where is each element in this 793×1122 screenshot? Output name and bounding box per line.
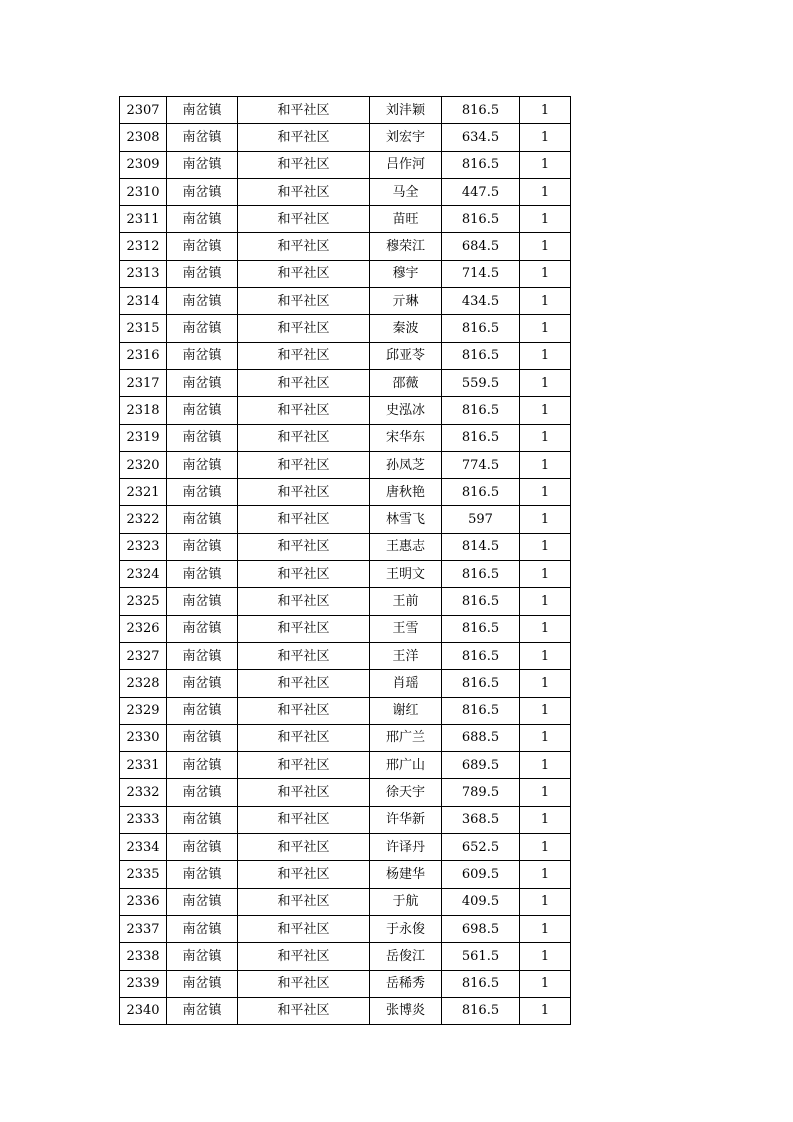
town-cell: 南岔镇	[167, 561, 238, 588]
name-cell: 林雪飞	[370, 506, 442, 533]
amount-cell: 609.5	[442, 861, 520, 888]
table-row	[120, 233, 571, 260]
table-row	[120, 315, 571, 342]
amount-cell: 816.5	[442, 970, 520, 997]
amount-cell: 688.5	[442, 724, 520, 751]
table-row	[120, 834, 571, 861]
amount-cell: 816.5	[442, 397, 520, 424]
community-cell: 和平社区	[238, 206, 370, 233]
town-cell: 南岔镇	[167, 779, 238, 806]
community-cell: 和平社区	[238, 752, 370, 779]
town-cell: 南岔镇	[167, 943, 238, 970]
town-cell: 南岔镇	[167, 206, 238, 233]
count-cell: 1	[520, 588, 571, 615]
community-cell: 和平社区	[238, 178, 370, 205]
community-cell: 和平社区	[238, 260, 370, 287]
community-cell: 和平社区	[238, 697, 370, 724]
name-cell: 张博炎	[370, 997, 442, 1024]
row-number-cell: 2309	[120, 151, 167, 178]
town-cell: 南岔镇	[167, 178, 238, 205]
amount-cell: 689.5	[442, 752, 520, 779]
count-cell: 1	[520, 752, 571, 779]
amount-cell: 634.5	[442, 124, 520, 151]
community-cell: 和平社区	[238, 451, 370, 478]
name-cell: 穆荣江	[370, 233, 442, 260]
town-cell: 南岔镇	[167, 697, 238, 724]
row-number-cell: 2333	[120, 806, 167, 833]
table-row	[120, 588, 571, 615]
amount-cell: 698.5	[442, 915, 520, 942]
table-row	[120, 479, 571, 506]
name-cell: 穆宇	[370, 260, 442, 287]
row-number-cell: 2314	[120, 288, 167, 315]
count-cell: 1	[520, 97, 571, 124]
row-number-cell: 2324	[120, 561, 167, 588]
community-cell: 和平社区	[238, 151, 370, 178]
table-row	[120, 424, 571, 451]
count-cell: 1	[520, 424, 571, 451]
table-row	[120, 342, 571, 369]
count-cell: 1	[520, 997, 571, 1024]
table-row	[120, 533, 571, 560]
name-cell: 亓琳	[370, 288, 442, 315]
row-number-cell: 2308	[120, 124, 167, 151]
name-cell: 唐秋艳	[370, 479, 442, 506]
row-number-cell: 2338	[120, 943, 167, 970]
row-number-cell: 2334	[120, 834, 167, 861]
table-row	[120, 943, 571, 970]
table-row	[120, 642, 571, 669]
amount-cell: 774.5	[442, 451, 520, 478]
table-row	[120, 697, 571, 724]
row-number-cell: 2311	[120, 206, 167, 233]
count-cell: 1	[520, 260, 571, 287]
count-cell: 1	[520, 479, 571, 506]
community-cell: 和平社区	[238, 342, 370, 369]
count-cell: 1	[520, 533, 571, 560]
town-cell: 南岔镇	[167, 424, 238, 451]
amount-cell: 816.5	[442, 97, 520, 124]
name-cell: 谢红	[370, 697, 442, 724]
town-cell: 南岔镇	[167, 288, 238, 315]
count-cell: 1	[520, 834, 571, 861]
table-body	[120, 97, 571, 1025]
row-number-cell: 2329	[120, 697, 167, 724]
amount-cell: 816.5	[442, 670, 520, 697]
community-cell: 和平社区	[238, 642, 370, 669]
count-cell: 1	[520, 233, 571, 260]
community-cell: 和平社区	[238, 561, 370, 588]
table-row	[120, 97, 571, 124]
row-number-cell: 2317	[120, 369, 167, 396]
name-cell: 刘宏宇	[370, 124, 442, 151]
row-number-cell: 2327	[120, 642, 167, 669]
name-cell: 王明文	[370, 561, 442, 588]
count-cell: 1	[520, 206, 571, 233]
amount-cell: 597	[442, 506, 520, 533]
community-cell: 和平社区	[238, 479, 370, 506]
count-cell: 1	[520, 342, 571, 369]
amount-cell: 409.5	[442, 888, 520, 915]
amount-cell: 368.5	[442, 806, 520, 833]
town-cell: 南岔镇	[167, 752, 238, 779]
community-cell: 和平社区	[238, 233, 370, 260]
amount-cell: 789.5	[442, 779, 520, 806]
amount-cell: 559.5	[442, 369, 520, 396]
row-number-cell: 2340	[120, 997, 167, 1024]
table-row	[120, 288, 571, 315]
town-cell: 南岔镇	[167, 915, 238, 942]
row-number-cell: 2307	[120, 97, 167, 124]
count-cell: 1	[520, 806, 571, 833]
town-cell: 南岔镇	[167, 124, 238, 151]
row-number-cell: 2336	[120, 888, 167, 915]
community-cell: 和平社区	[238, 943, 370, 970]
row-number-cell: 2330	[120, 724, 167, 751]
amount-cell: 434.5	[442, 288, 520, 315]
count-cell: 1	[520, 779, 571, 806]
name-cell: 邵薇	[370, 369, 442, 396]
table-row	[120, 888, 571, 915]
count-cell: 1	[520, 151, 571, 178]
name-cell: 杨建华	[370, 861, 442, 888]
table-row	[120, 724, 571, 751]
table-row	[120, 397, 571, 424]
row-number-cell: 2323	[120, 533, 167, 560]
count-cell: 1	[520, 288, 571, 315]
community-cell: 和平社区	[238, 724, 370, 751]
name-cell: 许译丹	[370, 834, 442, 861]
amount-cell: 816.5	[442, 642, 520, 669]
name-cell: 邢广兰	[370, 724, 442, 751]
name-cell: 邢广山	[370, 752, 442, 779]
count-cell: 1	[520, 506, 571, 533]
community-cell: 和平社区	[238, 861, 370, 888]
row-number-cell: 2320	[120, 451, 167, 478]
amount-cell: 816.5	[442, 315, 520, 342]
town-cell: 南岔镇	[167, 834, 238, 861]
town-cell: 南岔镇	[167, 588, 238, 615]
count-cell: 1	[520, 451, 571, 478]
amount-cell: 652.5	[442, 834, 520, 861]
amount-cell: 816.5	[442, 206, 520, 233]
row-number-cell: 2331	[120, 752, 167, 779]
amount-cell: 816.5	[442, 342, 520, 369]
community-cell: 和平社区	[238, 397, 370, 424]
count-cell: 1	[520, 369, 571, 396]
row-number-cell: 2325	[120, 588, 167, 615]
count-cell: 1	[520, 970, 571, 997]
row-number-cell: 2337	[120, 915, 167, 942]
amount-cell: 816.5	[442, 479, 520, 506]
community-cell: 和平社区	[238, 506, 370, 533]
town-cell: 南岔镇	[167, 451, 238, 478]
name-cell: 许华新	[370, 806, 442, 833]
table-row	[120, 124, 571, 151]
row-number-cell: 2326	[120, 615, 167, 642]
community-cell: 和平社区	[238, 915, 370, 942]
community-cell: 和平社区	[238, 288, 370, 315]
town-cell: 南岔镇	[167, 97, 238, 124]
town-cell: 南岔镇	[167, 506, 238, 533]
town-cell: 南岔镇	[167, 670, 238, 697]
name-cell: 王雪	[370, 615, 442, 642]
town-cell: 南岔镇	[167, 642, 238, 669]
community-cell: 和平社区	[238, 670, 370, 697]
table-row	[120, 861, 571, 888]
amount-cell: 816.5	[442, 997, 520, 1024]
name-cell: 吕作河	[370, 151, 442, 178]
count-cell: 1	[520, 724, 571, 751]
count-cell: 1	[520, 943, 571, 970]
amount-cell: 816.5	[442, 424, 520, 451]
table-row	[120, 506, 571, 533]
amount-cell: 561.5	[442, 943, 520, 970]
town-cell: 南岔镇	[167, 397, 238, 424]
amount-cell: 816.5	[442, 561, 520, 588]
community-cell: 和平社区	[238, 888, 370, 915]
amount-cell: 816.5	[442, 697, 520, 724]
community-cell: 和平社区	[238, 424, 370, 451]
row-number-cell: 2315	[120, 315, 167, 342]
row-number-cell: 2312	[120, 233, 167, 260]
name-cell: 邱亚苓	[370, 342, 442, 369]
town-cell: 南岔镇	[167, 888, 238, 915]
row-number-cell: 2318	[120, 397, 167, 424]
amount-cell: 814.5	[442, 533, 520, 560]
count-cell: 1	[520, 315, 571, 342]
town-cell: 南岔镇	[167, 151, 238, 178]
town-cell: 南岔镇	[167, 970, 238, 997]
table-row	[120, 151, 571, 178]
row-number-cell: 2321	[120, 479, 167, 506]
town-cell: 南岔镇	[167, 342, 238, 369]
name-cell: 史泓冰	[370, 397, 442, 424]
row-number-cell: 2328	[120, 670, 167, 697]
data-table	[119, 96, 571, 1025]
community-cell: 和平社区	[238, 369, 370, 396]
town-cell: 南岔镇	[167, 861, 238, 888]
community-cell: 和平社区	[238, 970, 370, 997]
table-row	[120, 178, 571, 205]
name-cell: 王惠志	[370, 533, 442, 560]
count-cell: 1	[520, 861, 571, 888]
count-cell: 1	[520, 178, 571, 205]
town-cell: 南岔镇	[167, 724, 238, 751]
community-cell: 和平社区	[238, 124, 370, 151]
table-row	[120, 997, 571, 1024]
name-cell: 王洋	[370, 642, 442, 669]
name-cell: 宋华东	[370, 424, 442, 451]
count-cell: 1	[520, 915, 571, 942]
name-cell: 岳稀秀	[370, 970, 442, 997]
count-cell: 1	[520, 642, 571, 669]
name-cell: 王前	[370, 588, 442, 615]
town-cell: 南岔镇	[167, 615, 238, 642]
amount-cell: 816.5	[442, 151, 520, 178]
amount-cell: 447.5	[442, 178, 520, 205]
table-row	[120, 561, 571, 588]
name-cell: 马全	[370, 178, 442, 205]
town-cell: 南岔镇	[167, 479, 238, 506]
name-cell: 肖瑶	[370, 670, 442, 697]
count-cell: 1	[520, 670, 571, 697]
community-cell: 和平社区	[238, 779, 370, 806]
count-cell: 1	[520, 397, 571, 424]
row-number-cell: 2313	[120, 260, 167, 287]
name-cell: 刘沣颖	[370, 97, 442, 124]
amount-cell: 816.5	[442, 588, 520, 615]
count-cell: 1	[520, 561, 571, 588]
town-cell: 南岔镇	[167, 997, 238, 1024]
table-row	[120, 670, 571, 697]
table-row	[120, 915, 571, 942]
table-row	[120, 752, 571, 779]
amount-cell: 816.5	[442, 615, 520, 642]
community-cell: 和平社区	[238, 806, 370, 833]
table-row	[120, 369, 571, 396]
community-cell: 和平社区	[238, 533, 370, 560]
community-cell: 和平社区	[238, 834, 370, 861]
row-number-cell: 2319	[120, 424, 167, 451]
name-cell: 于航	[370, 888, 442, 915]
table-row	[120, 206, 571, 233]
name-cell: 于永俊	[370, 915, 442, 942]
row-number-cell: 2322	[120, 506, 167, 533]
town-cell: 南岔镇	[167, 315, 238, 342]
community-cell: 和平社区	[238, 997, 370, 1024]
table-row	[120, 970, 571, 997]
table-row	[120, 615, 571, 642]
count-cell: 1	[520, 888, 571, 915]
community-cell: 和平社区	[238, 615, 370, 642]
row-number-cell: 2335	[120, 861, 167, 888]
name-cell: 岳俊江	[370, 943, 442, 970]
town-cell: 南岔镇	[167, 806, 238, 833]
row-number-cell: 2332	[120, 779, 167, 806]
row-number-cell: 2339	[120, 970, 167, 997]
table-row	[120, 779, 571, 806]
name-cell: 孙凤芝	[370, 451, 442, 478]
town-cell: 南岔镇	[167, 533, 238, 560]
count-cell: 1	[520, 124, 571, 151]
name-cell: 秦波	[370, 315, 442, 342]
community-cell: 和平社区	[238, 315, 370, 342]
community-cell: 和平社区	[238, 97, 370, 124]
community-cell: 和平社区	[238, 588, 370, 615]
town-cell: 南岔镇	[167, 233, 238, 260]
town-cell: 南岔镇	[167, 260, 238, 287]
amount-cell: 684.5	[442, 233, 520, 260]
amount-cell: 714.5	[442, 260, 520, 287]
table-row	[120, 806, 571, 833]
row-number-cell: 2310	[120, 178, 167, 205]
town-cell: 南岔镇	[167, 369, 238, 396]
name-cell: 苗旺	[370, 206, 442, 233]
row-number-cell: 2316	[120, 342, 167, 369]
count-cell: 1	[520, 697, 571, 724]
table-row	[120, 260, 571, 287]
table-row	[120, 451, 571, 478]
count-cell: 1	[520, 615, 571, 642]
name-cell: 徐天宇	[370, 779, 442, 806]
